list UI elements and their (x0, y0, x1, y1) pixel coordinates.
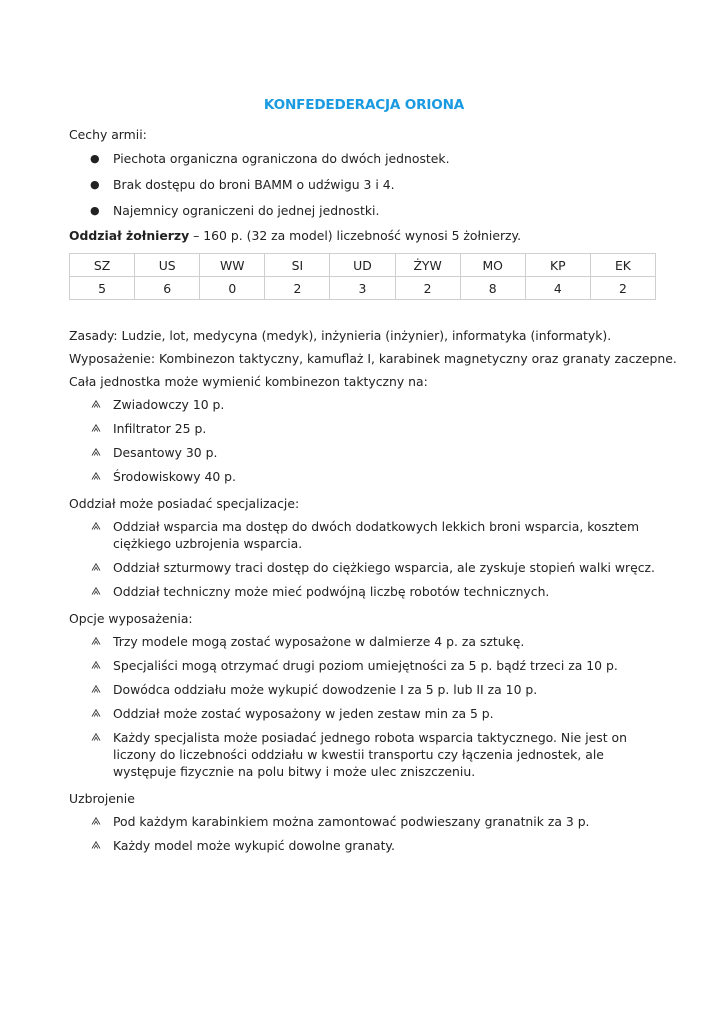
list-item: Trzy modele mogą zostać wyposażone w dalmierze 4 p. za sztukę. (69, 633, 659, 650)
stat-header: SZ (70, 254, 135, 277)
list-item: Oddział szturmowy traci dostęp do ciężkiego wsparcia, ale zyskuje stopień walki wręcz. (69, 559, 659, 576)
stat-value: 0 (200, 277, 265, 300)
stat-value: 2 (265, 277, 330, 300)
stats-table (69, 253, 656, 300)
stat-header: MO (460, 254, 525, 277)
triangle-bullet-icon (91, 733, 101, 741)
stat-value: 2 (590, 277, 655, 300)
stat-header: WW (200, 254, 265, 277)
stat-value: 8 (460, 277, 525, 300)
triangle-bullet-icon (91, 709, 101, 717)
squad-line (69, 224, 659, 247)
list-item: Każdy specjalista może posiadać jednego robota wsparcia taktycznego. Nie jest on liczony do liczebności oddziału w kwestii transportu czy łączenia jednostek, ale występuje fizycznie na polu bitwy i może ulec zniszczeniu. (69, 729, 659, 780)
army-traits-list (69, 150, 659, 220)
stat-value: 6 (135, 277, 200, 300)
suits-heading: Cała jednostka może wymienić kombinezon taktyczny na: (69, 373, 428, 389)
stat-value: 2 (395, 277, 460, 300)
stat-header: SI (265, 254, 330, 277)
stat-header: US (135, 254, 200, 277)
list-item: Oddział wsparcia ma dostęp do dwóch dodatkowych lekkich broni wsparcia, kosztem ciężkiego uzbrojenia wsparcia. (69, 518, 659, 552)
triangle-bullet-icon (91, 472, 101, 480)
triangle-bullet-icon (91, 400, 101, 408)
list-item: ● Najemnicy ograniczeni do jednej jednostki. (90, 203, 380, 218)
stats-value-row (70, 277, 656, 300)
stat-header: KP (525, 254, 590, 277)
list-item: ● Piechota organiczna ograniczona do dwóch jednostek. (90, 151, 450, 166)
army-traits-heading: Cechy armii: (69, 126, 147, 142)
triangle-bullet-icon (91, 448, 101, 456)
list-item: Dowódca oddziału może wykupić dowodzenie I za 5 p. lub II za 10 p. (69, 681, 659, 698)
triangle-bullet-icon (91, 817, 101, 825)
list-item: Zwiadowczy 10 p. (69, 396, 659, 413)
document-page (69, 97, 677, 861)
specializations-list (69, 518, 659, 600)
triangle-bullet-icon (91, 424, 101, 432)
list-item: ● Brak dostępu do broni BAMM o udźwigu 3 i 4. (90, 177, 395, 192)
triangle-bullet-icon (91, 661, 101, 669)
options-list (69, 633, 659, 780)
list-item: Infiltrator 25 p. (69, 420, 659, 437)
squad-name: Oddział żołnierzy (69, 227, 190, 243)
stats-header-row (70, 254, 656, 277)
triangle-bullet-icon (91, 587, 101, 595)
stat-value: 5 (70, 277, 135, 300)
suits-list (69, 396, 659, 485)
list-item: Oddział techniczny może mieć podwójną liczbę robotów technicznych. (69, 583, 659, 600)
stat-header: UD (330, 254, 395, 277)
squad-description: – 160 p. (32 za model) liczebność wynosi 5 żołnierzy. (189, 227, 522, 243)
bullet-icon: ● (90, 204, 100, 217)
specializations-heading: Oddział może posiadać specjalizacje: (69, 495, 300, 511)
rules-line: Zasady: Ludzie, lot, medycyna (medyk), inżynieria (inżynier), informatyka (informatyk). (69, 327, 612, 343)
list-item: Oddział może zostać wyposażony w jeden zestaw min za 5 p. (69, 705, 659, 722)
triangle-bullet-icon (91, 841, 101, 849)
triangle-bullet-icon (91, 685, 101, 693)
list-item: Środowiskowy 40 p. (69, 468, 659, 485)
stat-header: EK (590, 254, 655, 277)
triangle-bullet-icon (91, 637, 101, 645)
armament-list (69, 813, 659, 854)
list-item: Każdy model może wykupić dowolne granaty. (69, 837, 659, 854)
bullet-icon: ● (90, 178, 100, 191)
triangle-bullet-icon (91, 563, 101, 571)
stat-header: ŻYW (395, 254, 460, 277)
document-title: KONFEDEDERACJA ORIONA (263, 97, 465, 113)
stat-value: 3 (330, 277, 395, 300)
stat-value: 4 (525, 277, 590, 300)
triangle-bullet-icon (91, 522, 101, 530)
list-item: Specjaliści mogą otrzymać drugi poziom umiejętności za 5 p. bądź trzeci za 10 p. (69, 657, 659, 674)
armament-heading: Uzbrojenie (69, 790, 135, 806)
list-item: Desantowy 30 p. (69, 444, 659, 461)
list-item: Pod każdym karabinkiem można zamontować podwieszany granatnik za 3 p. (69, 813, 659, 830)
bullet-icon: ● (90, 152, 100, 165)
equipment-line: Wyposażenie: Kombinezon taktyczny, kamuflaż I, karabinek magnetyczny oraz granaty zaczepne. (69, 350, 677, 366)
options-heading: Opcje wyposażenia: (69, 610, 193, 626)
